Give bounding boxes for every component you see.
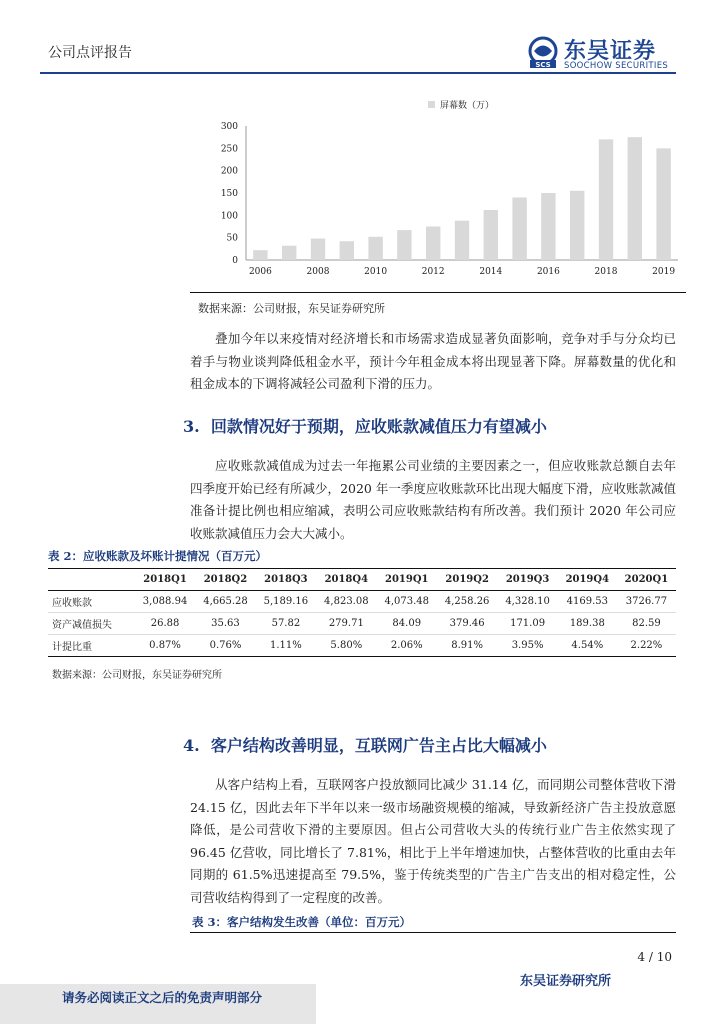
bar bbox=[368, 237, 382, 260]
y-tick-label: 300 bbox=[220, 122, 238, 132]
table-cell: 4,665.28 bbox=[203, 596, 248, 607]
table-3-rule bbox=[190, 932, 676, 933]
section-3-title bbox=[183, 414, 547, 437]
footer-brand: 东吴证券研究所 bbox=[520, 974, 612, 989]
bar bbox=[656, 148, 670, 260]
chart-source: 数据来源：公司财报，东吴证券研究所 bbox=[198, 302, 385, 315]
bar bbox=[340, 241, 354, 260]
table-cell: 8.91% bbox=[451, 640, 484, 651]
company-logo bbox=[526, 38, 676, 72]
y-tick-label: 250 bbox=[220, 144, 238, 155]
table-cell: 0.76% bbox=[209, 640, 242, 651]
x-tick-label: 2019 bbox=[652, 267, 676, 277]
table-cell: 26.88 bbox=[150, 618, 180, 629]
bar bbox=[628, 137, 642, 260]
bar bbox=[599, 139, 613, 260]
table-cell: 3.95% bbox=[511, 640, 544, 651]
table-cell: 4,073.48 bbox=[384, 596, 429, 607]
logo-name-cn: 东吴证券 bbox=[564, 39, 657, 64]
legend-swatch bbox=[428, 101, 435, 108]
table-cell: 2.06% bbox=[390, 640, 423, 651]
x-tick-label: 2010 bbox=[364, 267, 388, 277]
logo-mark-icon bbox=[526, 36, 560, 70]
table-cell: 279.71 bbox=[328, 618, 364, 629]
table-cell: 4,258.26 bbox=[444, 596, 490, 607]
x-tick-label: 2018 bbox=[594, 267, 618, 277]
table-2-source: 数据来源：公司财报，东吴证券研究所 bbox=[52, 670, 222, 681]
table-header-cell: 2019Q1 bbox=[384, 574, 429, 585]
table-header-cell: 2018Q1 bbox=[143, 574, 187, 585]
table-cell: 5,189.16 bbox=[263, 596, 309, 607]
table-cell: 4.54% bbox=[571, 640, 604, 651]
x-tick-label: 2012 bbox=[421, 267, 445, 277]
table-header-cell: 2019Q4 bbox=[565, 574, 610, 585]
x-tick-label: 2006 bbox=[248, 267, 272, 277]
screen-count-chart bbox=[190, 92, 686, 292]
chart-bottom-rule bbox=[190, 292, 686, 293]
bar bbox=[455, 221, 469, 260]
table-header-cell: 2020Q1 bbox=[624, 574, 669, 585]
legend-label: 屏幕数（万） bbox=[440, 101, 495, 111]
bar bbox=[484, 210, 498, 260]
table-cell: 4,328.10 bbox=[505, 596, 550, 607]
table-header-row bbox=[48, 569, 676, 591]
table-row-label: 应收账款 bbox=[52, 598, 92, 609]
table-row-label: 资产减值损失 bbox=[52, 620, 112, 631]
table-row bbox=[48, 613, 676, 635]
x-tick-label: 2016 bbox=[536, 267, 560, 277]
table-cell: 35.63 bbox=[211, 618, 240, 629]
bar bbox=[541, 193, 555, 260]
table-header-cell: 2019Q2 bbox=[445, 574, 489, 585]
bar bbox=[253, 250, 267, 260]
section-3-number: 3. bbox=[183, 417, 200, 436]
section-4-number: 4. bbox=[183, 736, 200, 755]
section-4-title bbox=[183, 733, 547, 756]
table-cell: 82.59 bbox=[632, 618, 661, 629]
table-row bbox=[48, 635, 676, 657]
paragraph-rent-cost: 叠加今年以来疫情对经济增长和市场需求造成显著负面影响，竞争对手与分众均已着手与物业谈判降低租金水平，预计今年租金成本将出现显著下降。屏幕数量的优化和租金成本的下调将减轻公司盈利下滑的压力。 bbox=[190, 331, 676, 391]
table-header-cell: 2018Q4 bbox=[324, 574, 369, 585]
y-tick-label: 100 bbox=[220, 211, 238, 222]
table-cell: 4,823.08 bbox=[324, 596, 369, 607]
receivables-table bbox=[48, 568, 676, 657]
y-tick-label: 150 bbox=[220, 189, 238, 199]
table-cell: 1.11% bbox=[270, 640, 302, 651]
table-row bbox=[48, 591, 676, 613]
paragraph-receivables: 应收账款减值成为过去一年拖累公司业绩的主要因素之一，但应收账款总额自去年四季度开始已经有所减少，2020 年一季度应收账款环比出现大幅度下滑，应收账款减值准备计提比例也相应缩减，表明公司应收账款结构有所改善。我们预计 2020 年公司应收账款减值压力会大大减小。 bbox=[190, 458, 676, 541]
table-cell: 189.38 bbox=[569, 618, 605, 629]
table-cell: 3,088.94 bbox=[142, 596, 188, 607]
footer-disclaimer: 请务必阅读正文之后的免责声明部分 bbox=[62, 990, 263, 1005]
section-4-text: 客户结构改善明显，互联网广告主占比大幅减小 bbox=[210, 736, 547, 755]
table-cell: 0.87% bbox=[149, 640, 181, 651]
logo-name-en: SOOCHOW SECURITIES bbox=[564, 61, 669, 71]
table-header-cell: 2018Q2 bbox=[203, 574, 248, 585]
y-tick-label: 0 bbox=[232, 256, 238, 266]
bar bbox=[311, 239, 325, 260]
table-cell: 171.09 bbox=[510, 618, 546, 629]
header-label: 公司点评报告 bbox=[48, 45, 132, 61]
table-cell: 379.46 bbox=[449, 618, 485, 629]
header-rule bbox=[40, 72, 676, 74]
logo-mark-text: SCS bbox=[535, 61, 551, 69]
bar bbox=[512, 197, 526, 260]
paragraph-customer-structure: 从客户结构上看，互联网客户投放额同比减少 31.14 亿，而同期公司整体营收下滑 24.15 亿，因此去年下半年以来一级市场融资规模的缩减，导致新经济广告主投放意愿降低，是公司营收下滑的主要原因。但占公司营收大头的传统行业广告主依然实现了 96.45 亿营收，同比增长了 7.81%，相比于上半年增速加快，占整体营收的比重由去年同期的 61.5%迅速提高至 79.5%，鉴于传统类型的广告主广告支出的相对稳定性，公司营收结构得到了一定程度的改善。 bbox=[190, 777, 676, 905]
table-header-corner bbox=[48, 569, 135, 591]
table-header-cell: 2018Q3 bbox=[264, 574, 308, 585]
y-tick-label: 50 bbox=[226, 233, 238, 244]
y-tick-label: 200 bbox=[220, 166, 238, 177]
bar bbox=[426, 227, 440, 261]
table-cell: 4169.53 bbox=[566, 596, 608, 607]
bar bbox=[282, 246, 296, 260]
table-cell: 84.09 bbox=[392, 618, 422, 629]
page-number: 4 / 10 bbox=[637, 950, 672, 964]
table-2-caption: 表 2：应收账款及坏账计提情况（百万元） bbox=[48, 549, 268, 563]
section-3-text: 回款情况好于预期，应收账款减值压力有望减小 bbox=[210, 417, 547, 436]
table-cell: 2.22% bbox=[630, 640, 663, 651]
x-tick-label: 2014 bbox=[479, 267, 503, 277]
table-cell: 57.82 bbox=[271, 618, 301, 629]
table-cell: 5.80% bbox=[330, 640, 363, 651]
x-tick-label: 2008 bbox=[306, 267, 330, 277]
table-cell: 3726.77 bbox=[625, 596, 668, 607]
table-header-cell: 2019Q3 bbox=[505, 574, 550, 585]
bar bbox=[570, 191, 584, 260]
table-row-label: 计提比重 bbox=[52, 642, 92, 653]
bar bbox=[397, 230, 411, 260]
table-3-caption: 表 3：客户结构发生改善（单位：百万元） bbox=[192, 915, 412, 929]
